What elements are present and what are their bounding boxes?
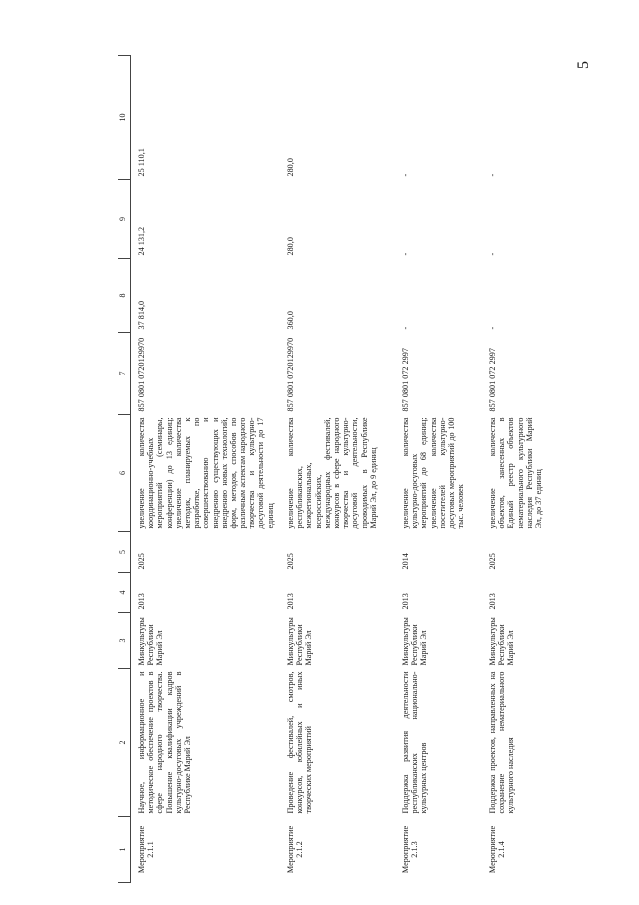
measure-id: Мероприятие 2.1.1 [137, 825, 156, 874]
value-col-9: 24 131,2 [137, 226, 146, 256]
column-header: 6 [118, 415, 131, 532]
value-col-8: 360,0 [286, 311, 295, 330]
column-number-row [118, 56, 131, 883]
value-col-10: - [488, 173, 497, 177]
column-header: 5 [118, 532, 131, 573]
measure-end-year: 2014 [401, 553, 410, 570]
value-col-9: - [401, 252, 410, 256]
measure-end-year: 2025 [488, 553, 497, 570]
measure-result: увеличение количества объектов, занесенных в Единый реестр объектов нематериального культурного наследия Республики Марий Эл, до 37 единиц [488, 417, 543, 529]
value-col-8: - [488, 326, 497, 330]
budget-code: 857 0801 072 2997 [401, 348, 410, 412]
measure-end-year: 2025 [137, 553, 146, 570]
rotated-table-container [118, 56, 618, 883]
table-row [395, 56, 482, 883]
measure-start-year: 2013 [137, 593, 146, 610]
measure-name: Проведение фестивалей, смотров, конкурсов, юбилейных и иных творческих мероприятий [286, 671, 314, 814]
value-col-10: 280,0 [286, 158, 295, 177]
column-header: 8 [118, 259, 131, 333]
measure-id: Мероприятие 2.1.2 [286, 825, 305, 874]
budget-code: 857 0801 0720129970 [137, 337, 146, 412]
budget-code: 857 0801 072 2997 [488, 348, 497, 412]
column-header: 4 [118, 573, 131, 613]
measure-start-year: 2013 [488, 593, 497, 610]
table-row [482, 56, 569, 883]
value-col-8: - [401, 326, 410, 330]
value-col-9: - [488, 252, 497, 256]
measure-start-year: 2013 [401, 593, 410, 610]
value-col-9: 280,0 [286, 237, 295, 256]
measure-executor: Минкультуры Республики Марий Эл [286, 617, 314, 666]
column-header: 1 [118, 817, 131, 883]
measure-executor: Минкультуры Республики Марий Эл [137, 617, 165, 666]
measure-id: Мероприятие 2.1.3 [401, 825, 420, 874]
column-header: 10 [118, 56, 131, 180]
measure-executor: Минкультуры Республики Марий Эл [401, 617, 429, 666]
value-col-8: 37 814,0 [137, 300, 146, 330]
program-table [118, 55, 569, 883]
column-header: 3 [118, 613, 131, 669]
column-header: 2 [118, 669, 131, 817]
measure-name: Поддержка развития деятельности республиканских национально-культурных центров [401, 671, 429, 814]
measure-result: увеличение количества культурно-досуговых мероприятий до 68 единиц; увеличение количества посетителей культурно-досуговых мероприятий до 100 тыс. человек [401, 417, 466, 529]
page-number: 5 [575, 61, 592, 69]
measure-name: Научное, информационное и методическое обеспечение проектов в сфере народного творчества. Повышение квалификации кадров культурно-досуговых учреждений в Республике Марий Эл [137, 671, 192, 814]
measure-executor: Минкультуры Республики Марий Эл [488, 617, 516, 666]
measure-name: Поддержка проектов, направленных на сохранение нематериального культурного наследия [488, 671, 516, 814]
table-row [131, 56, 281, 883]
value-col-10: - [401, 173, 410, 177]
measure-start-year: 2013 [286, 593, 295, 610]
measure-end-year: 2025 [286, 553, 295, 570]
table-row [280, 56, 395, 883]
budget-code: 857 0801 0720129970 [286, 337, 295, 412]
measure-result: увеличение количества республиканских, межрегиональных, всероссийских, международных фестивалей, конкурсов в сфере народного творчества и культурно-досуговой деятельности, проводимых в Республике Марий Эл, до 9 единиц [286, 417, 378, 529]
column-header: 7 [118, 333, 131, 415]
value-col-10: 25 110,1 [137, 148, 146, 177]
column-header: 9 [118, 180, 131, 259]
measure-id: Мероприятие 2.1.4 [488, 825, 507, 874]
measure-result: увеличение количества координационно-учебных мероприятий (семинары, конференции) до 13 единиц; увеличение количества методик, планируемых к разработке, по совершенствованию и внедрению существующих и внедрению новых технологий, форм, методов, способов по различным аспектам народного творчества и культурно-досуговой деятельности до 17 единиц [137, 417, 275, 529]
